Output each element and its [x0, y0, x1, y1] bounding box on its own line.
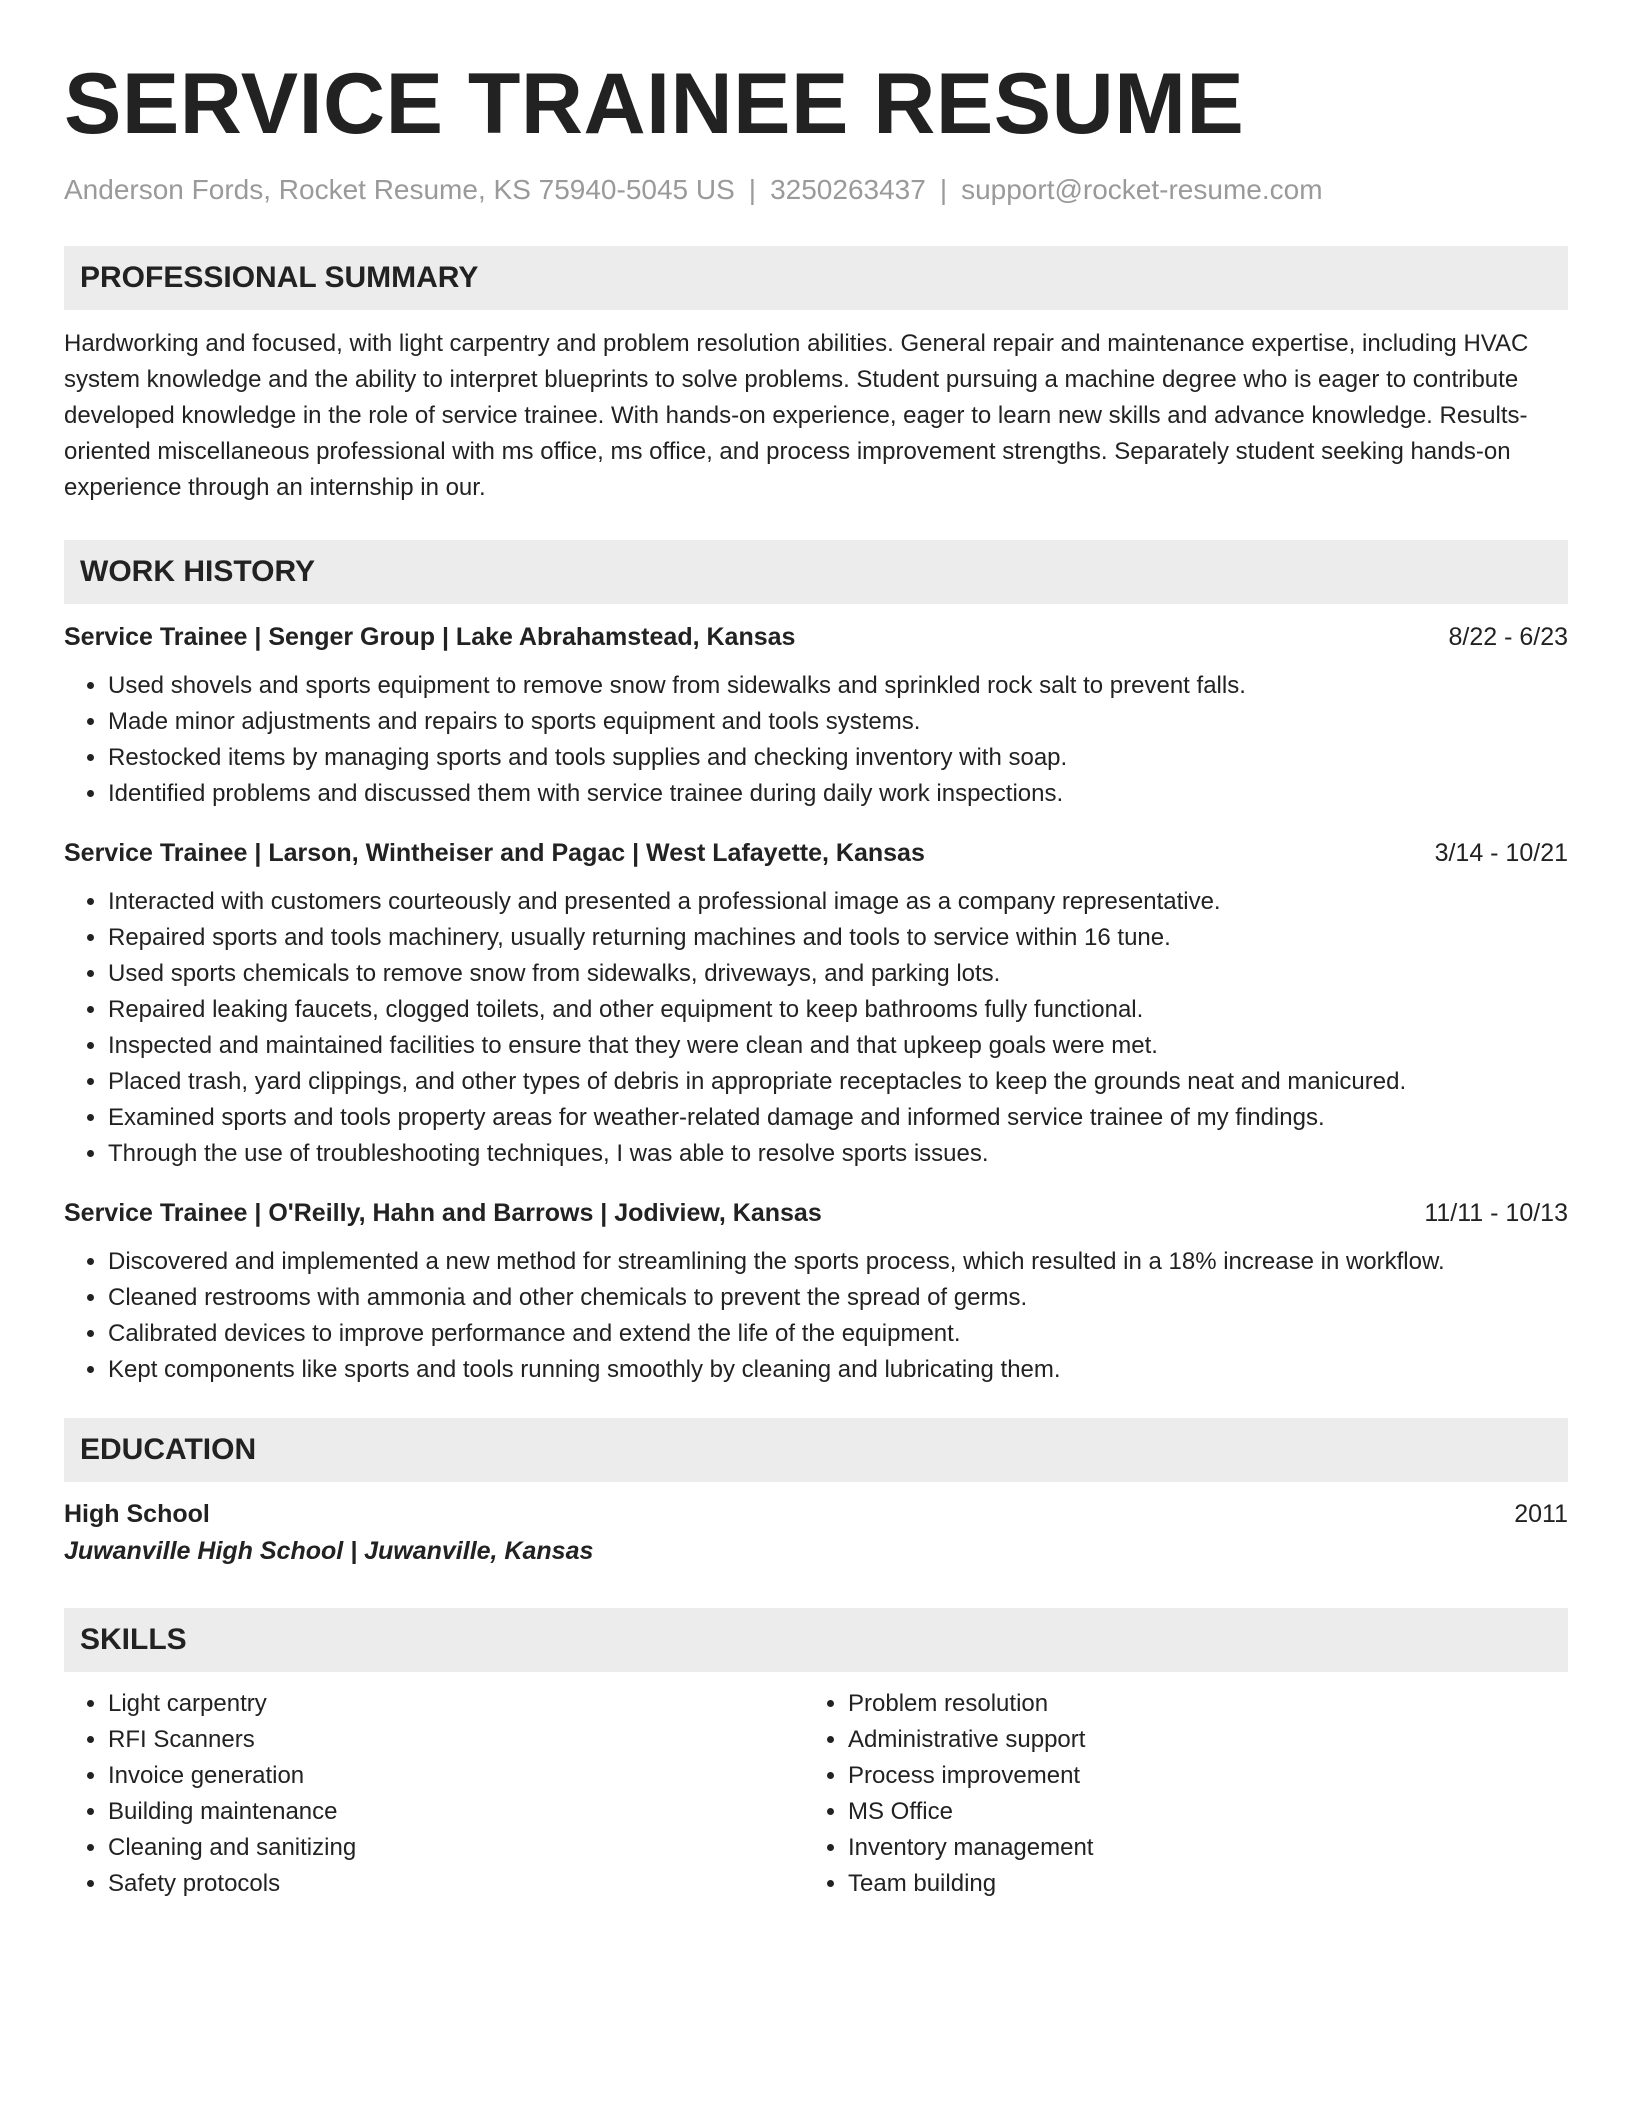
job-bullet: • Calibrated devices to improve performance and extend the life of the equipment.	[108, 1316, 1568, 1352]
summary-heading: PROFESSIONAL SUMMARY	[64, 246, 1568, 310]
job-bullets	[64, 884, 1568, 1172]
skill-item: • Problem resolution	[848, 1686, 1544, 1722]
skills-list-left	[64, 1686, 804, 1902]
job-entry	[64, 1196, 1568, 1388]
job-header	[64, 836, 1568, 870]
job-entry	[64, 836, 1568, 1172]
education-school: Juwanville High School | Juwanville, Kansas	[64, 1537, 594, 1565]
job-bullet: • Identified problems and discussed them with service trainee during daily work inspections.	[108, 776, 1568, 812]
education-header	[64, 1496, 1568, 1532]
job-bullets	[64, 1244, 1568, 1388]
job-bullets	[64, 668, 1568, 812]
education-section	[64, 1418, 1568, 1570]
job-bullet: • Restocked items by managing sports and tools supplies and checking inventory with soap.	[108, 740, 1568, 776]
skills-heading: SKILLS	[64, 1608, 1568, 1672]
contact-email: support@rocket-resume.com	[961, 174, 1323, 205]
contact-separator: |	[939, 174, 948, 205]
skill-item: • Process improvement	[848, 1758, 1544, 1794]
skills-section	[64, 1608, 1568, 1902]
contact-phone: 3250263437	[770, 174, 926, 205]
job-bullet: • Used sports chemicals to remove snow from sidewalks, driveways, and parking lots.	[108, 956, 1568, 992]
education-heading: EDUCATION	[64, 1418, 1568, 1482]
work-history-heading: WORK HISTORY	[64, 540, 1568, 604]
job-dates: 3/14 - 10/21	[1434, 839, 1568, 867]
skill-item: • RFI Scanners	[108, 1722, 804, 1758]
job-dates: 11/11 - 10/13	[1424, 1199, 1568, 1227]
job-header	[64, 1196, 1568, 1230]
education-entry	[64, 1496, 1568, 1570]
skill-item: • Administrative support	[848, 1722, 1544, 1758]
job-dates: 8/22 - 6/23	[1448, 623, 1568, 651]
job-title: Service Trainee | O'Reilly, Hahn and Barrows | Jodiview, Kansas	[64, 1199, 822, 1227]
job-bullet: • Repaired leaking faucets, clogged toilets, and other equipment to keep bathrooms fully functional.	[108, 992, 1568, 1028]
job-bullet: • Through the use of troubleshooting techniques, I was able to resolve sports issues.	[108, 1136, 1568, 1172]
job-header	[64, 620, 1568, 654]
job-bullet: • Discovered and implemented a new method for streamlining the sports process, which resulted in a 18% increase in workflow.	[108, 1244, 1568, 1280]
job-title: Service Trainee | Senger Group | Lake Abrahamstead, Kansas	[64, 623, 796, 651]
contact-separator: |	[748, 174, 757, 205]
job-bullet: • Kept components like sports and tools running smoothly by cleaning and lubricating them.	[108, 1352, 1568, 1388]
skill-item: • Building maintenance	[108, 1794, 804, 1830]
job-bullet: • Examined sports and tools property areas for weather-related damage and informed service trainee of my findings.	[108, 1100, 1568, 1136]
education-degree: High School	[64, 1500, 210, 1528]
job-bullet: • Interacted with customers courteously and presented a professional image as a company representative.	[108, 884, 1568, 920]
skill-item: • Inventory management	[848, 1830, 1544, 1866]
job-title: Service Trainee | Larson, Wintheiser and Pagac | West Lafayette, Kansas	[64, 839, 925, 867]
job-bullet: • Repaired sports and tools machinery, usually returning machines and tools to service within 16 tune.	[108, 920, 1568, 956]
skill-item: • Safety protocols	[108, 1866, 804, 1902]
skill-item: • Team building	[848, 1866, 1544, 1902]
education-year: 2011	[1514, 1500, 1568, 1528]
job-entry	[64, 620, 1568, 812]
skill-item: • MS Office	[848, 1794, 1544, 1830]
summary-text: Hardworking and focused, with light carpentry and problem resolution abilities. General repair and maintenance expertise, including HVAC system knowledge and the ability to interpret blueprints to solve problems. Student pursuing a machine degree who is eager to contribute developed knowledge in the role of service trainee. With hands-on experience, eager to learn new skills and advance knowledge. Results-oriented miscellaneous professional with ms office, ms office, and process improvement strengths. Separately student seeking hands-on experience through an internship in our.	[64, 330, 1529, 501]
job-bullet: • Cleaned restrooms with ammonia and other chemicals to prevent the spread of germs.	[108, 1280, 1568, 1316]
skills-columns	[64, 1686, 1568, 1902]
skills-list-right	[804, 1686, 1544, 1902]
summary-section	[64, 246, 1568, 506]
job-bullet: • Made minor adjustments and repairs to sports equipment and tools systems.	[108, 704, 1568, 740]
job-bullet: • Placed trash, yard clippings, and other types of debris in appropriate receptacles to keep the grounds neat and manicured.	[108, 1064, 1568, 1100]
job-bullet: • Inspected and maintained facilities to ensure that they were clean and that upkeep goals were met.	[108, 1028, 1568, 1064]
skill-item: • Light carpentry	[108, 1686, 804, 1722]
contact-line	[64, 172, 1568, 208]
resume-title: SERVICE TRAINEE RESUME	[64, 56, 1245, 152]
skill-item: • Invoice generation	[108, 1758, 804, 1794]
work-history-section	[64, 540, 1568, 1388]
job-bullet: • Used shovels and sports equipment to remove snow from sidewalks and sprinkled rock salt to prevent falls.	[108, 668, 1568, 704]
skill-item: • Cleaning and sanitizing	[108, 1830, 804, 1866]
contact-address: Anderson Fords, Rocket Resume, KS 75940-5045 US	[64, 174, 735, 205]
